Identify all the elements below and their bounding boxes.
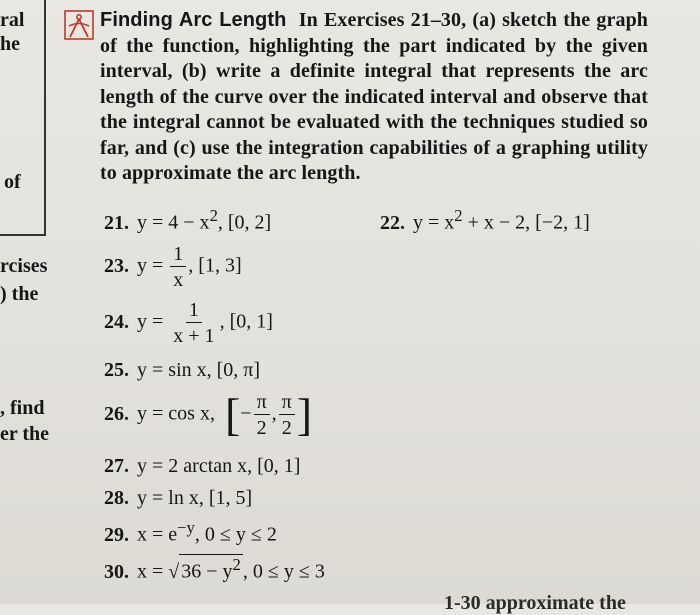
margin-fragment: er the [0, 423, 50, 445]
margin-fragment: he [0, 33, 20, 55]
fraction: $\frac{\pi}{2}$ [279, 392, 295, 438]
box-border-horizontal [0, 234, 46, 236]
exercise-24: 24. y = $\frac{1}{x + 1}$ , [0, 1] [104, 299, 273, 347]
exercise-22: 22. $y = x^2 + x - 2$, [−2, 1] [380, 206, 590, 234]
exercise-26: 26. y = cos x, [− $\frac{\pi}{2}$ , $\frac{\pi}{2}$ ] [104, 389, 313, 440]
margin-fragment: , find [0, 397, 45, 419]
exercise-25: 25. y = sin x, [0, π] [104, 359, 261, 381]
exercise-29: 29. $x = e^{-y}$, 0 ≤ y ≤ 2 [104, 518, 277, 546]
exercise-21: 21. $y = 4 - x^2$, [0, 2] [104, 206, 272, 234]
cropped-next-line: 1-30 approximate the [444, 592, 626, 614]
section-title: Finding Arc Length [100, 9, 287, 31]
margin-fragment: ral [0, 9, 25, 31]
margin-fragment: rcises [0, 255, 48, 277]
fraction: $\frac{1}{x + 1}$ [173, 299, 215, 347]
compass-icon [64, 10, 94, 40]
exercise-28: 28. y = ln x, [1, 5] [104, 487, 253, 509]
fraction: $\frac{\pi}{2}$ [254, 392, 270, 438]
margin-fragment: ) the [0, 283, 39, 305]
margin-fragment: of [4, 171, 21, 193]
fraction: $\frac{1}{x}$ [170, 244, 186, 290]
exercise-23: 23. y = $\frac{1}{x}$ , [1, 3] [104, 243, 242, 291]
exercise-30: 30. x = √ $36 - y^2$ , 0 ≤ y ≤ 3 [104, 555, 325, 583]
box-border-vertical [44, 0, 46, 236]
instructions-text: In Exercises 21–30, (a) sketch the graph of the function, highlighting the part indicated by the given interval, (b) write a definite integral that represents the arc length of the curve over the indicated interval and observe that the integral cannot be evaluated with the techniques studied so far, and (c) use the integration capabilities of a graphing utility to approximate the arc length. [100, 9, 649, 184]
exercise-27: 27. y = 2 arctan x, [0, 1] [104, 455, 301, 477]
exercise-instructions [100, 8, 648, 187]
square-root: √ $36 - y^2$ [168, 555, 241, 583]
